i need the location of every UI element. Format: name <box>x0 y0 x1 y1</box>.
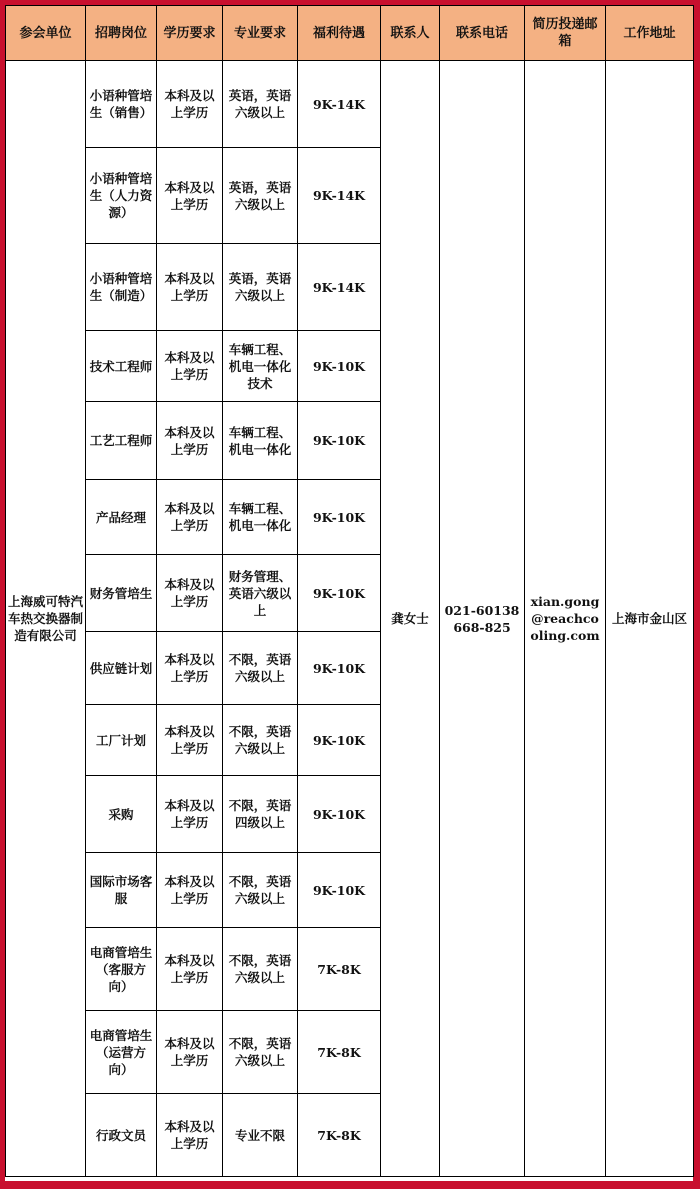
position-cell: 财务管培生 <box>86 555 157 632</box>
header-phone: 联系电话 <box>440 6 525 61</box>
position-cell: 工厂计划 <box>86 705 157 776</box>
header-row <box>6 6 694 61</box>
position-cell: 小语种管培生（销售） <box>86 61 157 148</box>
salary-cell: 9K-10K <box>298 776 381 853</box>
salary-cell: 9K-14K <box>298 148 381 244</box>
recruitment-table <box>5 5 694 1177</box>
education-cell: 本科及以上学历 <box>157 331 223 402</box>
major-cell: 不限，英语六级以上 <box>223 705 298 776</box>
bottom-border-strip <box>0 1181 700 1189</box>
education-cell: 本科及以上学历 <box>157 555 223 632</box>
header-company: 参会单位 <box>6 6 86 61</box>
major-cell: 不限，英语六级以上 <box>223 632 298 705</box>
major-cell: 不限，英语四级以上 <box>223 776 298 853</box>
major-cell: 英语，英语六级以上 <box>223 148 298 244</box>
major-cell: 财务管理、英语六级以上 <box>223 555 298 632</box>
position-cell: 产品经理 <box>86 480 157 555</box>
phone-cell: 021-60138668-825 <box>440 61 525 1177</box>
position-cell: 小语种管培生（人力资源） <box>86 148 157 244</box>
table-row <box>6 61 694 148</box>
company-cell: 上海威可特汽车热交换器制造有限公司 <box>6 61 86 1177</box>
major-cell: 车辆工程、机电一体化 <box>223 480 298 555</box>
major-cell: 不限，英语六级以上 <box>223 1011 298 1094</box>
education-cell: 本科及以上学历 <box>157 705 223 776</box>
major-cell: 英语，英语六级以上 <box>223 244 298 331</box>
education-cell: 本科及以上学历 <box>157 928 223 1011</box>
salary-cell: 7K-8K <box>298 1094 381 1177</box>
education-cell: 本科及以上学历 <box>157 480 223 555</box>
position-cell: 国际市场客服 <box>86 853 157 928</box>
position-cell: 供应链计划 <box>86 632 157 705</box>
education-cell: 本科及以上学历 <box>157 244 223 331</box>
position-cell: 电商管培生（运营方向） <box>86 1011 157 1094</box>
salary-cell: 9K-10K <box>298 480 381 555</box>
header-email: 简历投递邮箱 <box>525 6 606 61</box>
salary-cell: 9K-10K <box>298 555 381 632</box>
education-cell: 本科及以上学历 <box>157 853 223 928</box>
address-cell: 上海市金山区 <box>606 61 694 1177</box>
major-cell: 专业不限 <box>223 1094 298 1177</box>
major-cell: 英语，英语六级以上 <box>223 61 298 148</box>
header-major: 专业要求 <box>223 6 298 61</box>
salary-cell: 9K-14K <box>298 244 381 331</box>
salary-cell: 9K-10K <box>298 853 381 928</box>
position-cell: 电商管培生（客服方向） <box>86 928 157 1011</box>
salary-cell: 9K-10K <box>298 632 381 705</box>
salary-cell: 9K-10K <box>298 402 381 480</box>
position-cell: 采购 <box>86 776 157 853</box>
salary-cell: 7K-8K <box>298 928 381 1011</box>
header-contact: 联系人 <box>381 6 440 61</box>
position-cell: 行政文员 <box>86 1094 157 1177</box>
major-cell: 车辆工程、机电一体化 <box>223 402 298 480</box>
salary-cell: 9K-14K <box>298 61 381 148</box>
header-address: 工作地址 <box>606 6 694 61</box>
salary-cell: 9K-10K <box>298 331 381 402</box>
page-frame <box>5 5 693 1181</box>
position-cell: 工艺工程师 <box>86 402 157 480</box>
contact-cell: 龚女士 <box>381 61 440 1177</box>
education-cell: 本科及以上学历 <box>157 61 223 148</box>
education-cell: 本科及以上学历 <box>157 1011 223 1094</box>
position-cell: 技术工程师 <box>86 331 157 402</box>
major-cell: 不限，英语六级以上 <box>223 853 298 928</box>
email-cell: xian.gong@reachcooling.com <box>525 61 606 1177</box>
education-cell: 本科及以上学历 <box>157 148 223 244</box>
header-salary: 福利待遇 <box>298 6 381 61</box>
header-education: 学历要求 <box>157 6 223 61</box>
education-cell: 本科及以上学历 <box>157 402 223 480</box>
header-position: 招聘岗位 <box>86 6 157 61</box>
education-cell: 本科及以上学历 <box>157 776 223 853</box>
major-cell: 不限，英语六级以上 <box>223 928 298 1011</box>
position-cell: 小语种管培生（制造） <box>86 244 157 331</box>
education-cell: 本科及以上学历 <box>157 1094 223 1177</box>
major-cell: 车辆工程、机电一体化技术 <box>223 331 298 402</box>
education-cell: 本科及以上学历 <box>157 632 223 705</box>
salary-cell: 9K-10K <box>298 705 381 776</box>
salary-cell: 7K-8K <box>298 1011 381 1094</box>
